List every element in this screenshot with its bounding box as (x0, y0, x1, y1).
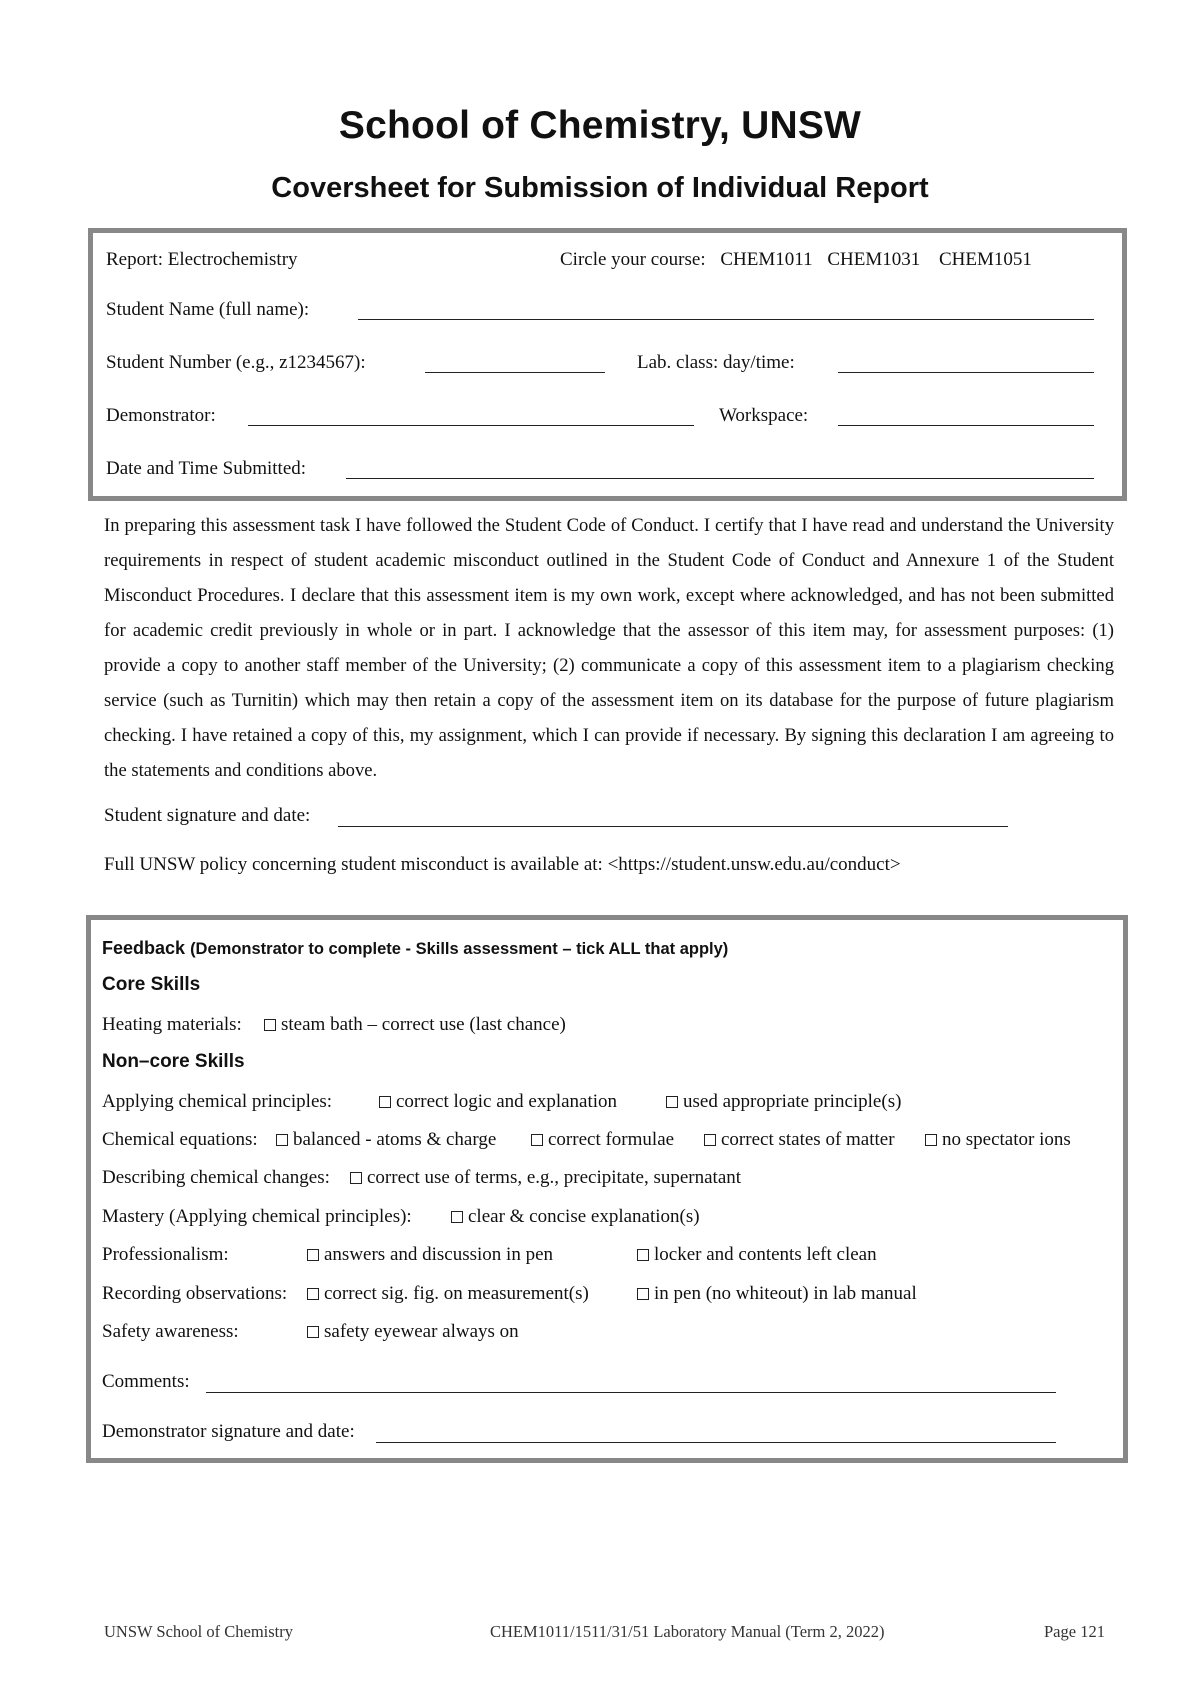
recording-check-1[interactable] (307, 1282, 589, 1306)
student-name-label: Student Name (full name): (106, 299, 310, 320)
check-label: correct logic and explanation (396, 1091, 618, 1112)
checkbox-icon[interactable] (666, 1096, 678, 1108)
checkbox-icon[interactable] (637, 1249, 649, 1261)
heating-row (102, 1013, 242, 1037)
demonstrator-label: Demonstrator: (106, 405, 216, 426)
equations-check-3[interactable] (704, 1128, 895, 1152)
comments-field[interactable] (206, 1392, 1056, 1393)
checkbox-icon[interactable] (307, 1288, 319, 1300)
equations-label: Chemical equations: (102, 1129, 258, 1150)
professionalism-check-2[interactable] (637, 1243, 877, 1267)
check-label: steam bath – correct use (last chance) (281, 1014, 566, 1035)
demonstrator-field[interactable] (248, 425, 694, 426)
check-label: correct use of terms, e.g., precipitate, supernatant (367, 1167, 742, 1188)
check-label: correct sig. fig. on measurement(s) (324, 1283, 589, 1304)
equations-check-4[interactable] (925, 1128, 1071, 1152)
check-label: clear & concise explanation(s) (468, 1206, 700, 1227)
professionalism-check-1[interactable] (307, 1243, 553, 1267)
demonstrator-signature-field[interactable] (376, 1442, 1056, 1443)
recording-label: Recording observations: (102, 1283, 288, 1304)
noncore-skills-heading: Non–core Skills (102, 1051, 245, 1072)
page-title: School of Chemistry, UNSW (338, 104, 862, 147)
checkbox-icon[interactable] (704, 1134, 716, 1146)
lab-class-field[interactable] (838, 372, 1094, 373)
student-number-label: Student Number (e.g., z1234567): (106, 352, 366, 373)
course-option[interactable]: CHEM1031 (827, 249, 921, 270)
check-label: correct formulae (548, 1129, 675, 1150)
safety-check[interactable] (307, 1320, 519, 1344)
check-label: correct states of matter (721, 1129, 895, 1150)
check-label: locker and contents left clean (654, 1244, 877, 1265)
feedback-title: Feedback (102, 938, 186, 958)
recording-check-2[interactable] (637, 1282, 917, 1306)
checkbox-icon[interactable] (379, 1096, 391, 1108)
student-signature-field[interactable] (338, 826, 1008, 827)
checkbox-icon[interactable] (531, 1134, 543, 1146)
course-label: Circle your course: (560, 249, 706, 270)
check-label: in pen (no whiteout) in lab manual (654, 1283, 917, 1304)
feedback-heading (102, 938, 728, 959)
checkbox-icon[interactable] (307, 1249, 319, 1261)
course-selector (560, 248, 1032, 272)
footer-page-number: Page 121 (1044, 1622, 1105, 1641)
check-label: balanced - atoms & charge (293, 1129, 497, 1150)
checkbox-icon[interactable] (925, 1134, 937, 1146)
course-option[interactable]: CHEM1011 (720, 249, 813, 270)
student-signature-label: Student signature and date: (104, 805, 311, 826)
page-subtitle: Coversheet for Submission of Individual Report (271, 172, 929, 204)
professionalism-label: Professionalism: (102, 1244, 229, 1265)
declaration-text: In preparing this assessment task I have followed the Student Code of Conduct. I certify that I have read and understand the University requirements in respect of student academic misconduct outlined in the Student Code of Conduct and Annexure 1 of the Student Misconduct Procedures. I declare that this assessment item is my own work, except where acknowledged, and has not been submitted for academic credit previously in whole or in part. I acknowledge that the assessor of this item may, for assessment purposes: (1) provide a copy to another staff member of the University; (2) communicate a copy of this assessment item to a plagiarism checking service (such as Turnitin) which may then retain a copy of the assessment item on its database for the purpose of future plagiarism checking. I have retained a copy of this, my assignment, which I can provide if necessary. By signing this declaration I am agreeing to the statements and conditions above. (104, 515, 1114, 781)
safety-label: Safety awareness: (102, 1321, 239, 1342)
describing-label: Describing chemical changes: (102, 1167, 330, 1188)
core-skills-heading: Core Skills (102, 974, 201, 995)
check-label: safety eyewear always on (324, 1321, 519, 1342)
checkbox-icon[interactable] (276, 1134, 288, 1146)
footer-center: CHEM1011/1511/31/51 Laboratory Manual (Term 2, 2022) (490, 1622, 885, 1641)
student-number-field[interactable] (425, 372, 605, 373)
report-label: Report: Electrochemistry (106, 249, 298, 270)
checkbox-icon[interactable] (451, 1211, 463, 1223)
comments-label: Comments: (102, 1371, 190, 1392)
workspace-field[interactable] (838, 425, 1094, 426)
student-name-field[interactable] (358, 319, 1094, 320)
checkbox-icon[interactable] (264, 1019, 276, 1031)
feedback-instructions: (Demonstrator to complete - Skills assessment – tick ALL that apply) (190, 940, 729, 958)
describing-check[interactable] (350, 1166, 741, 1190)
heating-check[interactable] (264, 1013, 566, 1037)
demonstrator-signature-label: Demonstrator signature and date: (102, 1421, 355, 1442)
check-label: answers and discussion in pen (324, 1244, 554, 1265)
applying-check-2[interactable] (666, 1090, 901, 1114)
footer-left: UNSW School of Chemistry (104, 1622, 293, 1641)
workspace-label: Workspace: (719, 405, 809, 426)
check-label: no spectator ions (942, 1129, 1071, 1150)
checkbox-icon[interactable] (307, 1326, 319, 1338)
date-submitted-label: Date and Time Submitted: (106, 458, 307, 479)
policy-notice: Full UNSW policy concerning student misconduct is available at: <https://student.unsw.edu.au/conduct> (104, 854, 901, 875)
heating-label: Heating materials: (102, 1014, 242, 1035)
course-option[interactable]: CHEM1051 (938, 249, 1032, 270)
mastery-label: Mastery (Applying chemical principles): (102, 1206, 412, 1227)
equations-check-2[interactable] (531, 1128, 674, 1152)
applying-check-1[interactable] (379, 1090, 617, 1114)
date-submitted-field[interactable] (346, 478, 1094, 479)
checkbox-icon[interactable] (637, 1288, 649, 1300)
equations-check-1[interactable] (276, 1128, 496, 1152)
checkbox-icon[interactable] (350, 1172, 362, 1184)
applying-label: Applying chemical principles: (102, 1091, 333, 1112)
lab-class-label: Lab. class: day/time: (637, 352, 795, 373)
mastery-check[interactable] (451, 1205, 700, 1229)
check-label: used appropriate principle(s) (683, 1091, 902, 1112)
